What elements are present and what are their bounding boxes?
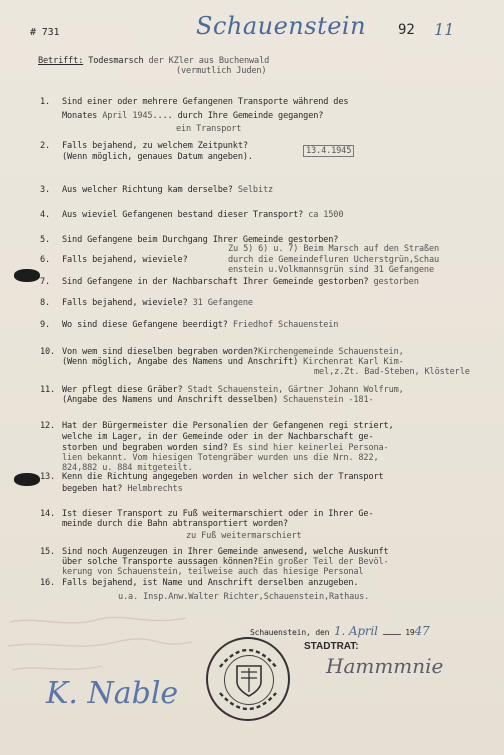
answer-12-line-5: 824,882 u. 884 mitgeteilt. bbox=[62, 463, 193, 473]
mayor-signature: Hammmnie bbox=[326, 654, 444, 678]
question-3: 3. Aus welcher Richtung kam derselbe? Selbitz bbox=[40, 185, 274, 195]
official-seal bbox=[206, 637, 290, 721]
question-9: 9. Wo sind diese Gefangene beerdigt? Friedhof Schauenstein bbox=[40, 320, 339, 330]
file-number: # 731 bbox=[30, 27, 60, 38]
question-16: 16. Falls bejahend, ist Name und Anschrift derselben anzugeben. bbox=[40, 578, 359, 588]
answer-14: zu Fuß weitermarschiert bbox=[186, 531, 302, 541]
question-13: 13. Kenn die Richtung angegeben worden in welcher sich der Transport bbox=[40, 472, 384, 482]
question-1-line-2: Monates April 1945.... durch Ihre Gemeinde gegangen? bbox=[62, 111, 324, 121]
question-14: 14. Ist dieser Transport zu Fuß weitermarschiert oder in Ihrer Ge- bbox=[40, 509, 374, 519]
answer-2: 13.4.1945 bbox=[303, 146, 354, 157]
bleed-through-scribble bbox=[6, 612, 196, 682]
answer-16: u.a. Insp.Anw.Walter Richter,Schauenstein,Rathaus. bbox=[118, 592, 370, 602]
handwritten-initials: K. Nable bbox=[46, 676, 179, 711]
question-15: 15. Sind noch Augenzeugen in Ihrer Gemeinde anwesend, welche Auskunft bbox=[40, 547, 389, 557]
question-12-line-2: welche im Lager, in der Gemeinde oder in der Nachbarschaft ge- bbox=[62, 432, 374, 442]
subject-fill: der KZler aus Buchenwald bbox=[148, 56, 270, 66]
place-date-line: Schauenstein, den 1. April 1947 bbox=[250, 624, 430, 638]
question-10-line-2: (Wenn möglich, Angabe des Namens und Anschrift) Kirchenrat Karl Kim- bbox=[62, 357, 404, 367]
question-15-line-2: über solche Transporte aussagen können?Ein großer Teil der Bevöl- bbox=[62, 557, 389, 567]
answer-5: Zu 5) 6) u. 7) Beim Marsch auf den Straßen bbox=[228, 244, 440, 254]
bleed-through-marks bbox=[6, 612, 196, 682]
question-1: 1. Sind einer oder mehrere Gefangenen Transporte während des bbox=[40, 97, 349, 107]
place-heading-handwritten: Schauenstein bbox=[196, 12, 367, 40]
question-2: 2. Falls bejahend, zu welchem Zeitpunkt? bbox=[40, 141, 248, 151]
punch-hole-bottom bbox=[14, 473, 40, 486]
page-mark: 11 bbox=[434, 20, 455, 39]
subject-note: (vermutlich Juden) bbox=[176, 66, 267, 76]
answer-6-line-1: durch die Gemeindefluren Ucherstgrün,Schau bbox=[228, 255, 440, 265]
question-11-line-2: (Angabe des Namens und Anschrift desselben) Schauenstein -181- bbox=[62, 395, 374, 405]
answer-6-line-2: enstein u.Volkmannsgrün sind 31 Gefangene bbox=[228, 265, 434, 275]
question-8: 8. Falls bejahend, wieviele? 31 Gefangene bbox=[40, 298, 253, 308]
question-12-line-3: storben und begraben worden sind? Es sind hier keinerlei Persona- bbox=[62, 443, 389, 453]
answer-1: ein Transport bbox=[176, 124, 242, 134]
question-4: 4. Aus wieviel Gefangenen bestand dieser Transport? ca 1500 bbox=[40, 210, 344, 220]
city-council-label: STADTRAT: bbox=[304, 641, 359, 652]
question-2-line-2: (Wenn möglich, genaues Datum angeben). bbox=[62, 152, 253, 162]
question-5: 5. Sind Gefangene beim Durchgang Ihrer Gemeinde gestorben? bbox=[40, 235, 339, 245]
question-14-line-2: meinde durch die Bahn abtransportiert worden? bbox=[62, 519, 289, 529]
question-12: 12. Hat der Bürgermeister die Personalien der Gefangenen regi striert, bbox=[40, 421, 394, 431]
question-11: 11. Wer pflegt diese Gräber? Stadt Schauenstein, Gärtner Johann Wolfrum, bbox=[40, 385, 404, 395]
question-13-line-2: begeben hat? Helmbrechts bbox=[62, 484, 183, 494]
question-10: 10. Von wem sind dieselben begraben worden?Kirchengemeinde Schauenstein, bbox=[40, 347, 404, 357]
answer-10-line-3: mel,z.Zt. Bad-Steben, Klösterle bbox=[314, 367, 470, 377]
seal-ring-lettering bbox=[206, 637, 290, 721]
question-6: 6. Falls bejahend, wieviele? bbox=[40, 255, 188, 265]
question-7: 7. Sind Gefangene in der Nachbarschaft Ihrer Gemeinde gestorben? gestorben bbox=[40, 277, 419, 287]
subject-line bbox=[38, 56, 269, 67]
subject-text: Todesmarsch bbox=[88, 56, 144, 66]
page-number: 92 bbox=[398, 22, 415, 38]
punch-hole-top bbox=[14, 269, 40, 282]
subject-label: Betrifft: bbox=[38, 56, 84, 66]
answer-12-line-4: lien bekannt. Vom hiesigen Totengräber wurden uns die Nrn. 822, bbox=[62, 453, 379, 463]
answer-15-line-3: kerung von Schauenstein, teilweise auch das hiesige Personal bbox=[62, 567, 364, 577]
